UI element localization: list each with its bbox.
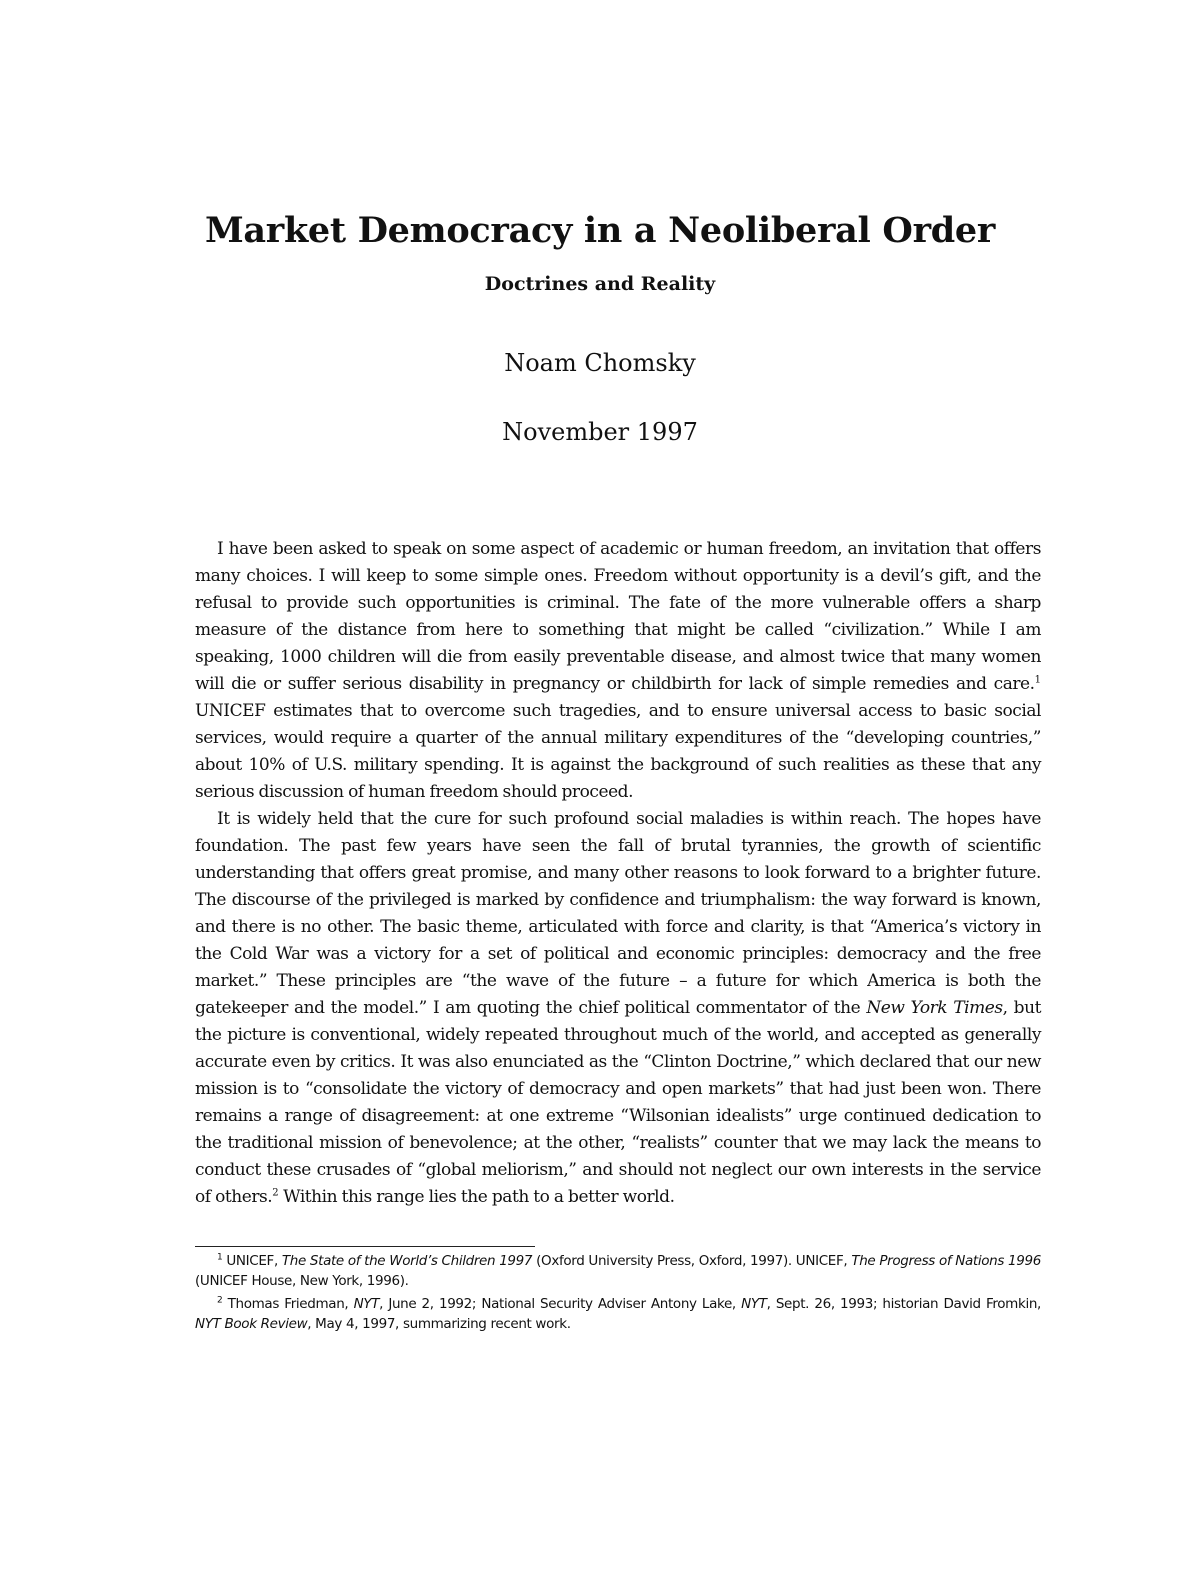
footnotes [195,1251,1041,1337]
footnote-divider [195,1246,535,1247]
footnote-1-italic-1: The State of the World’s Children 1997 [281,1253,533,1269]
paragraph-1-text-b: UNICEF estimates that to overcome such tragedies, and to ensure universal access to basic social services, would require a quarter of the annual military expenditures of the “developing countries,” about 10% of U.S. military spending. It is against the background of such realities as these that any serious discussion of human freedom should proceed. [195,701,1041,802]
document-date: November 1997 [502,418,698,446]
footnote-1 [195,1251,1041,1291]
document-subtitle: Doctrines and Reality [484,273,716,295]
document-title: Market Democracy in a Neoliberal Order [204,210,996,251]
footnote-1-text-3: (UNICEF House, New York, 1996). [195,1273,409,1289]
paragraph-1-text-a: I have been asked to speak on some aspect of academic or human freedom, an invitation that offers many choices. I will keep to some simple ones. Freedom without opportunity is a devil’s gift, and the refusal to provide such opportunities is criminal. The fate of the more vulnerable offers a sharp measure of the distance from here to something that might be called “civilization.” While I am speaking, 1000 children will die from easily preventable disease, and almost twice that many women will die or suffer serious disability in pregnancy or childbirth for lack of simple remedies and care. [195,539,1041,694]
footnote-1-text-2: (Oxford University Press, Oxford, 1997). UNICEF, [532,1253,852,1269]
footnote-2-italic-3: NYT Book Review [195,1316,308,1332]
footnote-1-italic-2: The Progress of Nations 1996 [851,1253,1041,1269]
footnote-2-italic-2: NYT [741,1296,767,1312]
paragraph-2-text-a: It is widely held that the cure for such profound social maladies is within reach. The hopes have foundation. The past few years have seen the fall of brutal tyrannies, the growth of scientific understanding that offers great promise, and many other reasons to look forward to a brighter future. The discourse of the privileged is marked by confidence and triumphalism: the way forward is known, and there is no other. The basic theme, articulated with force and clarity, is that “America’s victory in the Cold War was a victory for a set of political and economic principles: democracy and the free market.” These principles are “the wave of the future – a future for which America is both the gatekeeper and the model.” I am quoting the chief political commentator of the [195,809,1041,1018]
document-author: Noam Chomsky [504,349,696,377]
nyt-italic: New York Times [866,998,1003,1018]
paragraph-2-text-b: , but the picture is conventional, widely repeated throughout much of the world, and accepted as generally accurate even by critics. It was also enunciated as the “Clinton Doctrine,” which declared that our new mission is to “consolidate the victory of democracy and open markets” that had just been won. There remains a range of disagreement: at one extreme “Wilsonian idealists” urge continued dedication to the traditional mission of benevolence; at the other, “realists” counter that we may lack the means to conduct these crusades of “global meliorism,” and should not neglect our own interests in the service of others. [195,998,1041,1207]
body-text [195,536,1041,1211]
paragraph-2 [195,806,1041,1211]
footnote-2-text-3: , Sept. 26, 1993; historian David Fromkin, [766,1296,1042,1312]
footnote-2 [195,1294,1041,1334]
paragraph-2-text-c: Within this range lies the path to a better world. [278,1187,675,1207]
footnote-2-italic-1: NYT [353,1296,380,1312]
footnote-2-number: 2 [217,1295,223,1306]
paragraph-1 [195,536,1041,806]
footnote-ref-2[interactable]: 2 [272,1187,279,1199]
footnote-2-text-2: , June 2, 1992; National Security Adviser Antony Lake, [379,1296,742,1312]
footnote-2-text-4: , May 4, 1997, summarizing recent work. [307,1316,571,1332]
footnote-1-number: 1 [217,1252,223,1263]
footnote-2-text-1: Thomas Friedman, [222,1296,354,1312]
footnote-1-text-1: UNICEF, [222,1253,282,1269]
footnote-ref-1[interactable]: 1 [1034,674,1041,686]
